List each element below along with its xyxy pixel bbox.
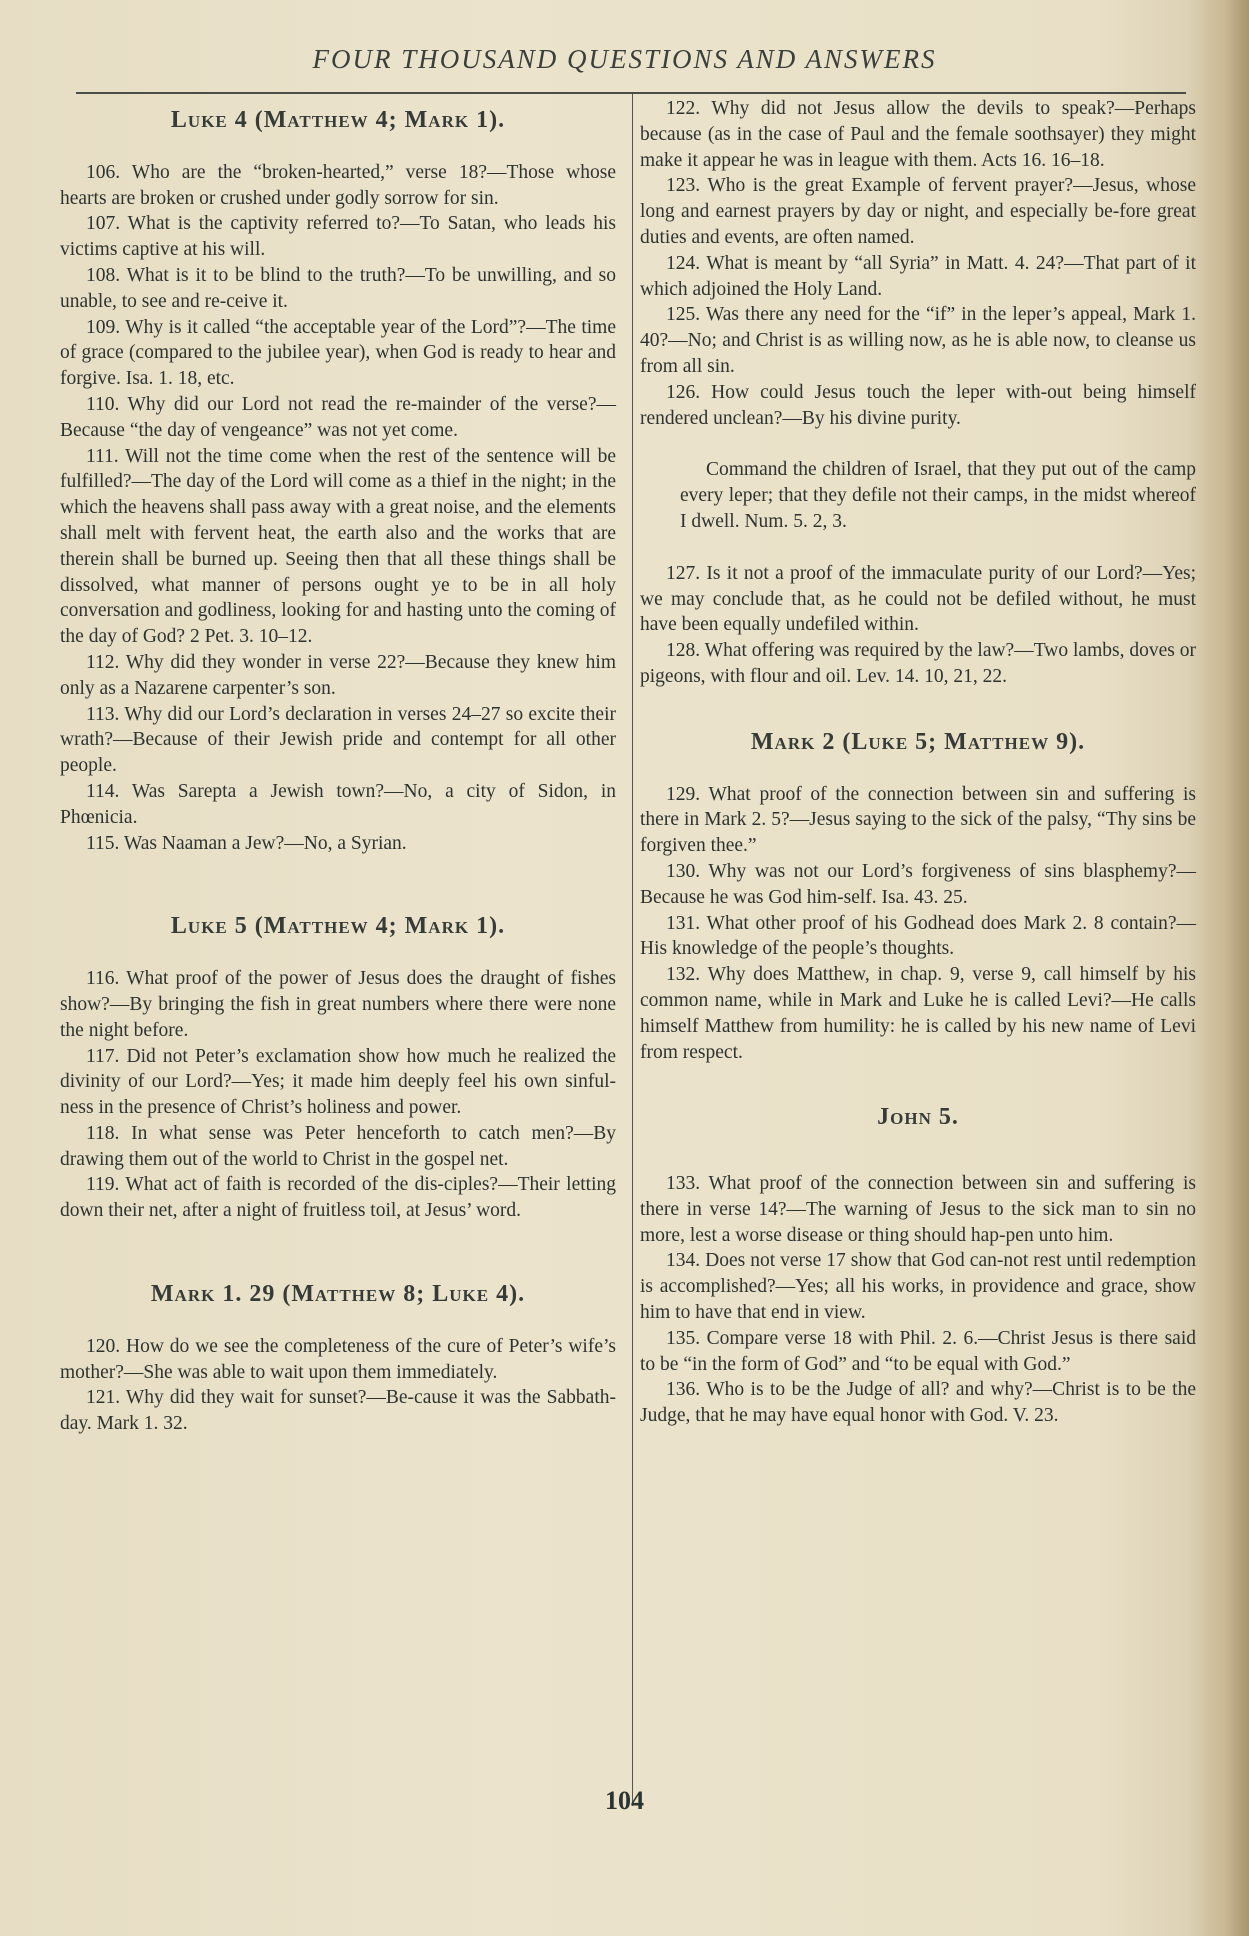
qa-item-111: 111. Will not the time come when the rest of the sentence will be fulfilled?—The day of the Lord will come as a thief in the night; in the which the heavens shall pass away with a great noise, and the elements shall melt with fervent heat, the earth also and the works that are therein shall be burned up. Seeing then that all these things shall be dissolved, what manner of persons ought ye to be in all holy conversation and godliness, looking for and hasting unto the coming of the day of God? 2 Pet. 3. 10–12. <box>60 445 616 648</box>
qa-item-131: 131. What other proof of his Godhead does Mark 2. 8 contain?—His knowledge of the people’s thoughts. <box>640 912 1196 960</box>
qa-item-126: 126. How could Jesus touch the leper with-out being himself rendered unclean?—By his divine purity. <box>640 381 1196 429</box>
left-column <box>60 108 616 1437</box>
running-head: FOUR THOUSAND QUESTIONS AND ANSWERS <box>312 44 937 74</box>
qa-item-115: 115. Was Naaman a Jew?—No, a Syrian. <box>86 832 407 854</box>
qa-item-136: 136. Who is to be the Judge of all? and why?—Christ is to be the Judge, that he may have equal honor with God. V. 23. <box>640 1379 1196 1427</box>
qa-item-112: 112. Why did they wonder in verse 22?—Because they knew him only as a Nazarene carpenter’s son. <box>60 651 616 699</box>
qa-item-125: 125. Was there any need for the “if” in the leper’s appeal, Mark 1. 40?—No; and Christ is as willing now, as he is able now, to cleanse us from all sin. <box>640 304 1196 377</box>
qa-item-109: 109. Why is it called “the acceptable year of the Lord”?—The time of grace (compared to the jubilee year), when God is ready to hear and forgive. Isa. 1. 18, etc. <box>60 316 616 390</box>
qa-item-129: 129. What proof of the connection between sin and suffering is there in Mark 2. 5?—Jesus saying to the sick of the palsy, “Thy sins be forgiven thee.” <box>640 783 1196 857</box>
qa-item-107: 107. What is the captivity referred to?—To Satan, who leads his victims captive at his will. <box>60 213 616 261</box>
qa-item-128: 128. What offering was required by the law?—Two lambs, doves or pigeons, with flour and oil. Lev. 14. 10, 21, 22. <box>640 640 1196 687</box>
qa-item-124: 124. What is meant by “all Syria” in Matt. 4. 24?—That part of it which adjoined the Holy Land. <box>640 252 1196 300</box>
section-title-mark-1-29: Mark 1. 29 (Matthew 8; Luke 4). <box>150 1281 526 1308</box>
qa-item-116: 116. What proof of the power of Jesus does the draught of fishes show?—By bringing the fish in great numbers where there were none the night before. <box>60 968 616 1041</box>
qa-item-122: 122. Why did not Jesus allow the devils to speak?—Perhaps because (as in the case of Paul and the female soothsayer) they might make it appear he was in league with them. Acts 16. 16–18. <box>640 98 1196 171</box>
section-title-luke-5: Luke 5 (Matthew 4; Mark 1). <box>170 913 506 940</box>
qa-item-120: 120. How do we see the completeness of the cure of Peter’s wife’s mother?—She was able to wait upon them immediately. <box>60 1335 616 1383</box>
qa-item-118: 118. In what sense was Peter henceforth to catch men?—By drawing them out of the world to Christ in the gospel net. <box>60 1122 616 1170</box>
page-number: 104 <box>605 1786 644 1815</box>
section-title-mark-2: Mark 2 (Luke 5; Matthew 9). <box>750 728 1086 755</box>
scripture-quotation: Command the children of Israel, that they put out of the camp every leper; that they defile not their camps, in the midst whereof I dwell. Num. 5. 2, 3. <box>680 459 1196 532</box>
qa-item-117: 117. Did not Peter’s exclamation show how much he realized the divinity of our Lord?—Yes; it made him deeply feel his own sinful-ness in the presence of Christ’s holiness and power. <box>60 1045 616 1119</box>
column-divider <box>632 94 633 1806</box>
section-title-luke-4: Luke 4 (Matthew 4; Mark 1). <box>170 107 506 133</box>
qa-item-130: 130. Why was not our Lord’s forgiveness of sins blasphemy?—Because he was God him-self. Isa. 43. 25. <box>640 860 1196 908</box>
qa-item-108: 108. What is it to be blind to the truth?—To be unwilling, and so unable, to see and re-ceive it. <box>60 264 616 312</box>
qa-item-132: 132. Why does Matthew, in chap. 9, verse 9, call himself by his common name, while in Mark and Luke he is called Levi?—He calls himself Matthew from humility: he is called by his new name of Levi from respect. <box>640 964 1196 1063</box>
qa-item-121: 121. Why did they wait for sunset?—Be-cause it was the Sabbath-day. Mark 1. 32. <box>60 1387 616 1435</box>
qa-item-135: 135. Compare verse 18 with Phil. 2. 6.—Christ Jesus is there said to be “in the form of God” and “to be equal with God.” <box>640 1327 1196 1375</box>
qa-item-127: 127. Is it not a proof of the immaculate purity of our Lord?—Yes; we may conclude that, as he could not be defiled without, he must have been equally undefiled within. <box>640 562 1196 636</box>
qa-item-113: 113. Why did our Lord’s declaration in verses 24–27 so excite their wrath?—Because of their Jewish pride and contempt for all other people. <box>60 703 616 777</box>
qa-item-114: 114. Was Sarepta a Jewish town?—No, a city of Sidon, in Phœnicia. <box>60 780 616 828</box>
section-title-john-5: John 5. <box>877 1104 959 1131</box>
right-column <box>640 96 1196 1429</box>
qa-item-134: 134. Does not verse 17 show that God can-not rest until redemption is accomplished?—Yes; all his works, in providence and grace, show him to have that end in view. <box>640 1250 1196 1324</box>
qa-item-133: 133. What proof of the connection between sin and suffering is there in verse 14?—The warning of Jesus to the sick man to sin no more, lest a worse disease or thing should hap-pen unto him. <box>640 1173 1196 1246</box>
qa-item-119: 119. What act of faith is recorded of the dis-ciples?—Their letting down their net, after a night of fruitless toil, at Jesus’ word. <box>60 1174 616 1222</box>
header-rule <box>76 92 1186 94</box>
qa-item-110: 110. Why did our Lord not read the re-mainder of the verse?—Because “the day of vengeance” was not yet come. <box>60 393 616 441</box>
qa-item-106: 106. Who are the “broken-hearted,” verse 18?—Those whose hearts are broken or crushed under godly sorrow for sin. <box>60 161 616 209</box>
qa-item-123: 123. Who is the great Example of fervent prayer?—Jesus, whose long and earnest prayers by day or night, and especially be-fore great duties and events, are often named. <box>640 175 1196 248</box>
